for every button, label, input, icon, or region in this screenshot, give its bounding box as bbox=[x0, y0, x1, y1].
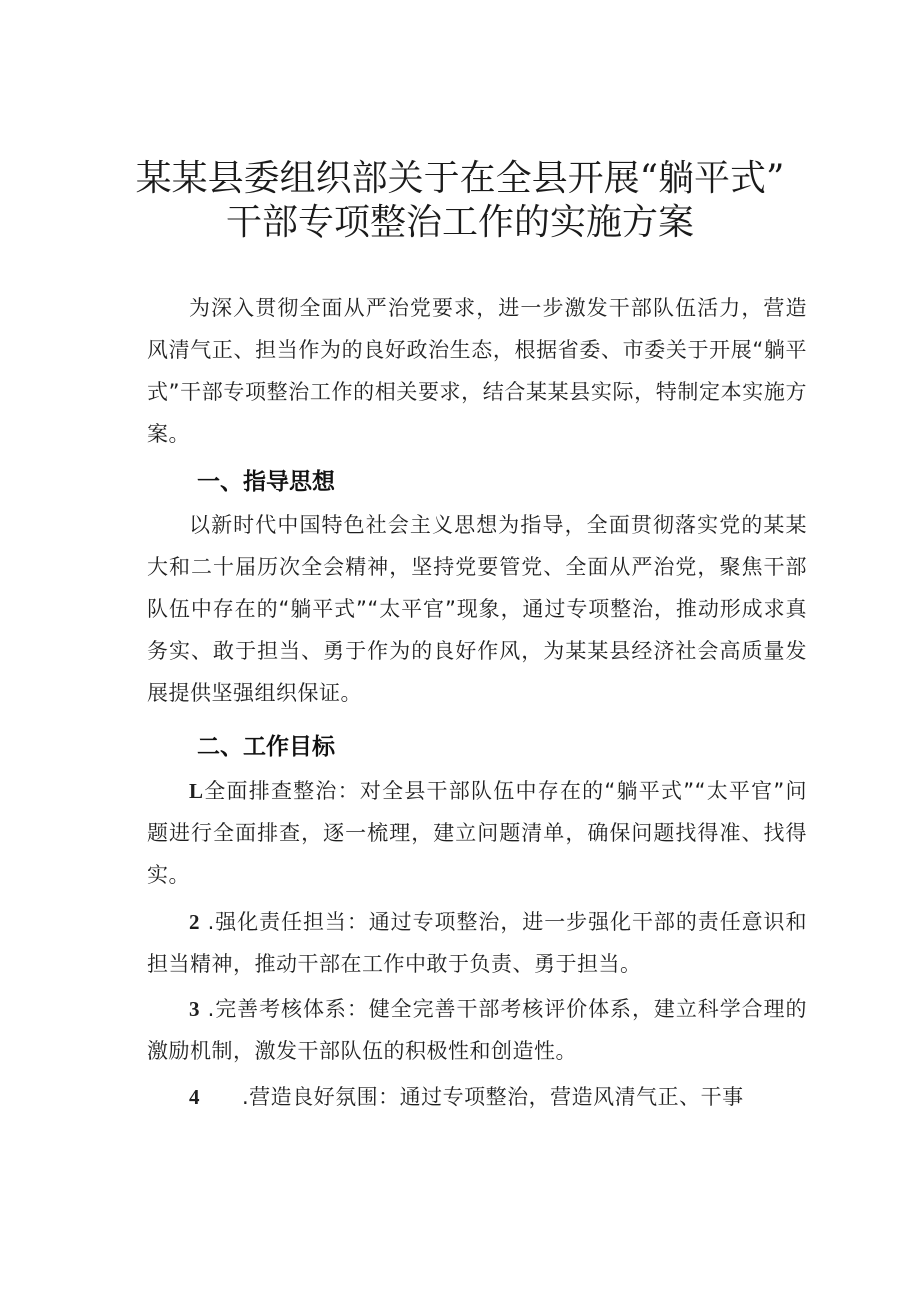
goal-item-2 bbox=[147, 901, 807, 985]
goal-item-4-number: 4 bbox=[189, 1085, 200, 1109]
goal-item-3-text: .完善考核体系：健全完善干部考核评价体系，建立科学合理的激励机制，激发干部队伍的积极性和创造性。 bbox=[147, 997, 807, 1063]
goal-item-2-number: 2 bbox=[189, 910, 200, 934]
section-1-paragraph: 以新时代中国特色社会主义思想为指导，全面贯彻落实党的某某大和二十届历次全会精神，坚持党要管党、全面从严治党，聚焦干部队伍中存在的“躺平式”“太平官”现象，通过专项整治，推动形成求真务实、敢于担当、勇于作为的良好作风，为某某县经济社会高质量发展提供坚强组织保证。 bbox=[147, 513, 807, 705]
document-title-line-2: 干部专项整治工作的实施方案 bbox=[225, 202, 694, 243]
goal-item-1-number: L bbox=[189, 779, 204, 803]
goal-item-2-text: .强化责任担当：通过专项整治，进一步强化干部的责任意识和担当精神，推动干部在工作中敢于负责、勇于担当。 bbox=[147, 910, 807, 976]
section-1-heading: 一、指导思想 bbox=[197, 469, 335, 495]
goal-item-3 bbox=[147, 988, 807, 1072]
goal-item-4-text: .营造良好氛围：通过专项整治，营造风清气正、干事 bbox=[242, 1085, 744, 1109]
goal-item-1 bbox=[147, 770, 807, 896]
goal-item-3-number: 3 bbox=[189, 997, 200, 1021]
goal-item-4 bbox=[147, 1076, 807, 1118]
section-2-heading: 二、工作目标 bbox=[197, 734, 335, 760]
document-title-line-1: 某某县委组织部关于在全县开展“躺平式” bbox=[135, 158, 785, 199]
goal-item-1-text: 全面排查整治：对全县干部队伍中存在的“躺平式”“太平官”问题进行全面排查，逐一梳理，建立问题清单，确保问题找得准、找得实。 bbox=[147, 779, 807, 887]
intro-paragraph: 为深入贯彻全面从严治党要求，进一步激发干部队伍活力，营造风清气正、担当作为的良好政治生态，根据省委、市委关于开展“躺平式”干部专项整治工作的相关要求，结合某某县实际，特制定本实施方案。 bbox=[147, 296, 807, 446]
